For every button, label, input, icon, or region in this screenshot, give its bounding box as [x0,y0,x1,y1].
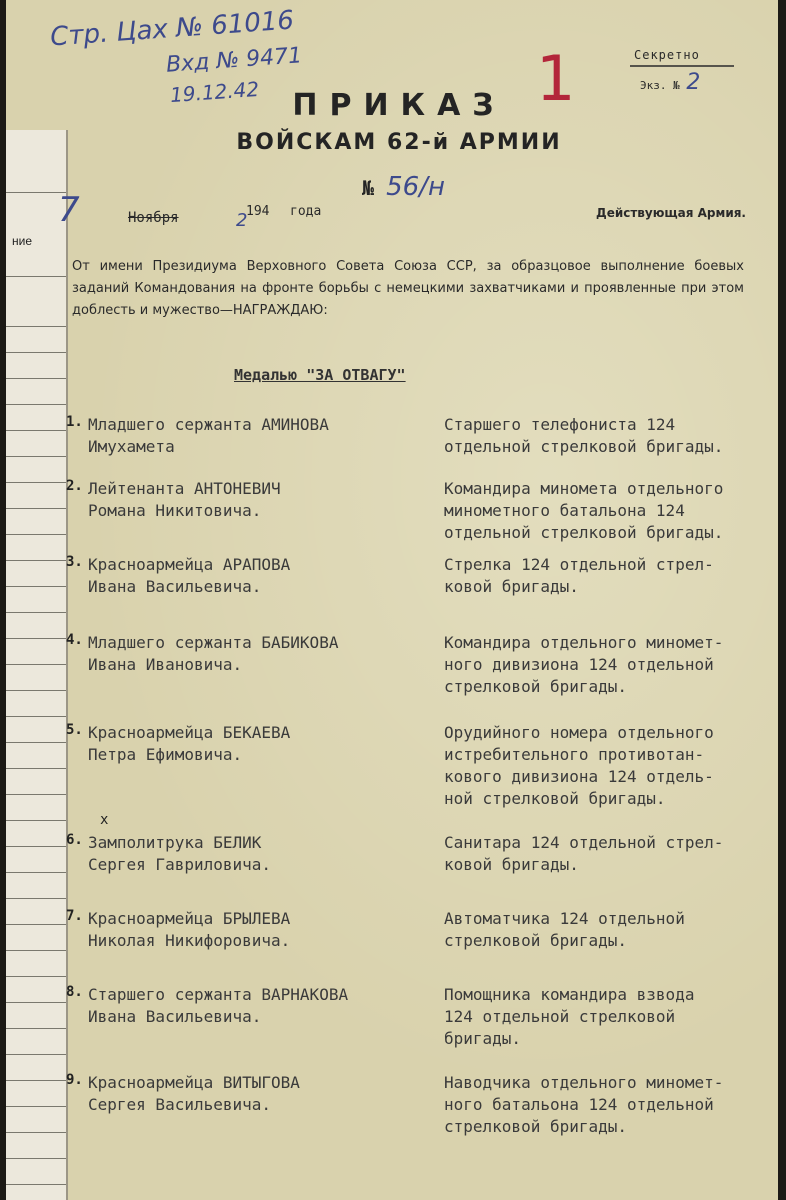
recipient-position: Наводчика отдельного миномет- ного батальона 124 отдельной стрелковой бригады. [444,1073,724,1136]
recipient-position: Старшего телефониста 124 отдельной стрелковой бригады. [444,415,724,456]
secret-underline [630,64,734,68]
medal-heading: Медалью "ЗА ОТВАГУ" [234,366,406,384]
entry-number: 1. [66,414,83,430]
entry-number: 4. [66,632,83,648]
order-number [362,172,445,202]
document-sheet [6,0,778,1200]
entry-number: 2. [66,478,83,494]
date-year-suffix: 2 [236,210,248,231]
recipient-name: Красноармейца БРЫЛЕВА Николая Никифоровича. [88,909,291,950]
date-year-prefix: 194 [246,204,270,219]
recipient-position: Командира отдельного миномет- ного дивизиона 124 отдельной стрелковой бригады. [444,633,724,696]
date-day: 7 [58,190,80,230]
entry-number: 3. [66,554,83,570]
date-month: Ноября [128,210,179,226]
entry-number: 5. [66,722,83,738]
recipient-name: Лейтенанта АНТОНЕВИЧ Романа Никитовича. [88,479,281,520]
recipient-name: Красноармейца АРАПОВА Ивана Васильевича. [88,555,291,596]
army-label: Действующая Армия. [596,206,746,220]
order-preamble: От имени Президиума Верховного Совета Союза ССР, за образцовое выполнение боевых заданий Командования на фронте борьбы с немецкими захватчиками и проявленные при этом доблесть и мужество—НАГРАЖДАЮ: [72,259,744,318]
secret-label: Секретно [634,48,700,62]
recipient-position: Стрелка 124 отдельной стрел- ковой бригады. [444,555,714,596]
date-line [58,190,746,231]
document-subtitle: ВОЙСКАМ 62-й АРМИИ [236,130,562,155]
recipient-position: Санитара 124 отдельной стрел- ковой бригады. [444,833,724,874]
recipient-name: Красноармейца ВИТЫГОВА Сергея Васильевича. [88,1073,300,1114]
order-number-value: 56/н [386,172,445,202]
recipient-position: Помощника командира взвода 124 отдельной стрелковой бригады. [444,985,695,1048]
handwritten-registration-date: 19.12.42 [169,76,260,108]
x-annotation: x [100,812,109,828]
handwritten-registration-line1: Стр. Цах № 61016 [49,5,295,53]
copy-number-label: Экз. № [640,79,680,92]
recipient-position: Орудийного номера отдельного истребительного противотан- кового дивизиона 124 отдель- ной стрелковой бригады. [444,723,714,808]
recipient-name: Младшего сержанта БАБИКОВА Ивана Ивановича. [88,633,339,674]
strip-fragment-text: ние [12,234,33,248]
attached-ledger-strip [6,130,68,1200]
entry-number: 8. [66,984,83,1000]
entry-number: 6. [66,832,83,848]
recipient-name: Младшего сержанта АМИНОВА Имухамета [88,415,329,456]
document-title: ПРИКАЗ [292,88,506,123]
recipient-name: Красноармейца БЕКАЕВА Петра Ефимовича. [88,723,291,764]
entry-number: 9. [66,1072,83,1088]
recipient-name: Старшего сержанта ВАРНАКОВА Ивана Васильевича. [88,985,349,1026]
recipient-position: Автоматчика 124 отдельной стрелковой бригады. [444,909,685,950]
copy-number-value: 2 [686,70,701,95]
recipient-position: Командира миномета отдельного минометного батальона 124 отдельной стрелковой бригады. [444,479,724,542]
handwritten-registration-line2: Вхд № 9471 [165,43,303,78]
date-year-word: года [290,204,322,219]
entry-number: 7. [66,908,83,924]
order-number-prefix: № [362,176,375,200]
recipient-name: Замполитрука БЕЛИК Сергея Гавриловича. [88,833,272,874]
red-margin-mark: 1 [536,42,576,115]
